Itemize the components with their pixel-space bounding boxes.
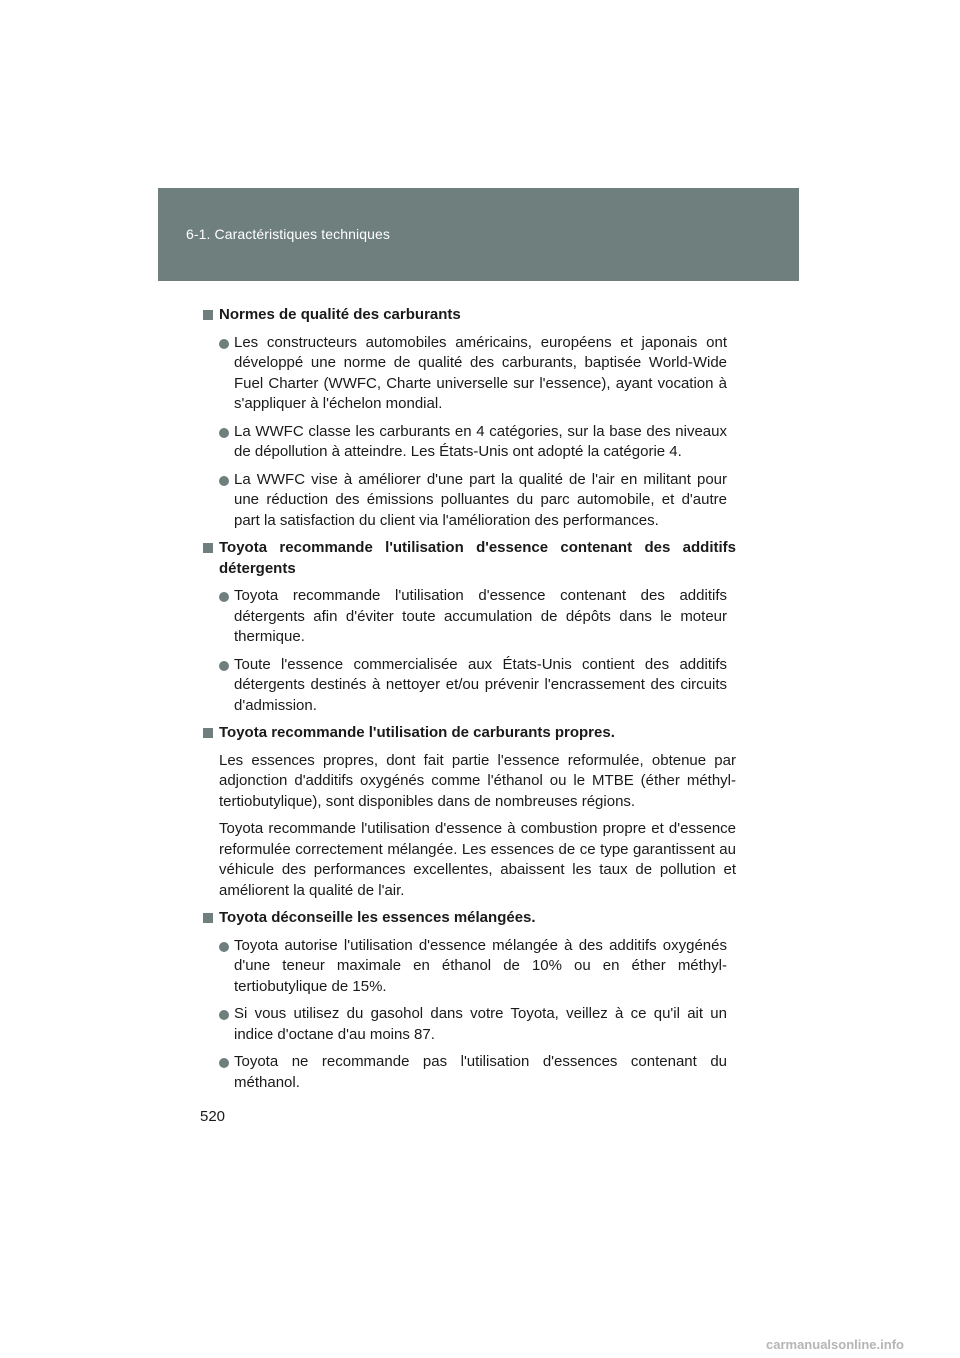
section-heading-text: Toyota déconseille les essences mélangées. <box>219 909 536 926</box>
page-number: 520 <box>200 1108 226 1125</box>
chapter-title: 6-1. Caractéristiques techniques <box>186 226 390 242</box>
section-heading <box>203 305 736 326</box>
square-bullet-icon <box>203 543 213 553</box>
section-heading-text: Toyota recommande l'utilisation d'essence contenant des additifs détergents <box>219 539 736 577</box>
list-item-text: La WWFC classe les carburants en 4 catégories, sur la base des niveaux de dépollution à atteindre. Les États-Unis ont adopté la catégorie 4. <box>234 422 727 460</box>
list-item <box>203 586 727 648</box>
round-bullet-icon <box>219 661 229 671</box>
paragraph: Toyota recommande l'utilisation d'essence à combustion propre et d'essence reformulée correctement mélangée. Les essences de ce type garantissent au véhicule des performances excellentes, abaissent les taux de pollution et améliorent la qualité de l'air. <box>219 820 736 899</box>
square-bullet-icon <box>203 310 213 320</box>
list-item <box>203 1004 727 1045</box>
section-heading <box>203 538 736 579</box>
list-item-text: Toute l'essence commercialisée aux États-Unis contient des additifs détergents destinés à nettoyer et/ou prévenir l'encrassement des circuits d'admission. <box>234 655 727 714</box>
section-heading <box>203 723 736 744</box>
round-bullet-icon <box>219 1010 229 1020</box>
square-bullet-icon <box>203 728 213 738</box>
list-item <box>203 936 727 998</box>
list-item-text: Les constructeurs automobiles américains, européens et japonais ont développé une norme de qualité des carburants, baptisée World-Wide Fuel Charter (WWFC, Charte universelle sur l'essence), ayant vocation à s'appliquer à l'échelon mondial. <box>234 333 727 412</box>
list-item <box>203 1052 727 1093</box>
list-item-text: Toyota autorise l'utilisation d'essence mélangée à des additifs oxygénés d'une teneur maximale en éthanol de 10% ou en éther méthyl-tertiobutylique de 15%. <box>234 936 727 995</box>
round-bullet-icon <box>219 476 229 486</box>
round-bullet-icon <box>219 428 229 438</box>
list-item-text: La WWFC vise à améliorer d'une part la qualité de l'air en militant pour une réduction des émissions polluantes du parc automobile, et d'autre part la satisfaction du client via l'amélioration des performances. <box>234 470 727 529</box>
round-bullet-icon <box>219 339 229 349</box>
section-heading <box>203 908 736 929</box>
page-content <box>203 305 736 1100</box>
section-heading-text: Toyota recommande l'utilisation de carburants propres. <box>219 724 615 741</box>
list-item-text: Si vous utilisez du gasohol dans votre Toyota, veillez à ce qu'il ait un indice d'octane d'au moins 87. <box>234 1005 727 1043</box>
round-bullet-icon <box>219 592 229 602</box>
list-item <box>203 655 727 717</box>
list-item-text: Toyota ne recommande pas l'utilisation d'essences contenant du méthanol. <box>234 1053 727 1091</box>
list-item <box>203 470 727 532</box>
watermark: carmanualsonline.info <box>766 1337 904 1352</box>
list-item <box>203 422 727 463</box>
chapter-header <box>158 188 799 281</box>
round-bullet-icon <box>219 942 229 952</box>
square-bullet-icon <box>203 913 213 923</box>
list-item-text: Toyota recommande l'utilisation d'essence contenant des additifs détergents afin d'éviter toute accumulation de dépôts dans le moteur thermique. <box>234 587 727 645</box>
section-heading-text: Normes de qualité des carburants <box>219 306 461 323</box>
round-bullet-icon <box>219 1058 229 1068</box>
paragraph: Les essences propres, dont fait partie l'essence reformulée, obtenue par adjonction d'additifs oxygénés comme l'éthanol ou le MTBE (éther méthyl-tertiobutylique), sont disponibles dans de nombreuses régions. <box>219 751 736 810</box>
list-item <box>203 333 727 415</box>
